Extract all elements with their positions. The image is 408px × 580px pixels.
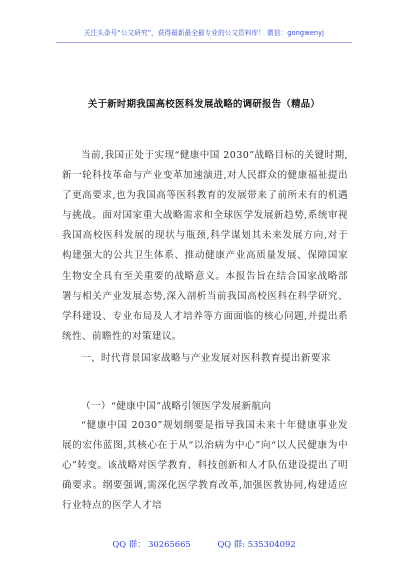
section-1-heading: 一、时代背景国家战略与产业发展对医科教育提出新要求 — [81, 353, 331, 364]
header-promo-note: 关注头条号“公文研究”，获得最新最全最专业的公文资料库！ 微信：gongwenyj — [83, 29, 325, 37]
footer-qq-groups — [0, 538, 408, 550]
document-title: 关于新时期我国高校医科发展战略的调研报告（精品） — [87, 99, 321, 110]
header-divider — [56, 42, 352, 43]
footer-qq-group-2: QQ 群: 535304092 — [217, 539, 296, 549]
footer-qq-group-1: QQ 群： 30265665 — [112, 539, 191, 549]
intro-paragraph: 当前,我国正处于实现“健康中国 2030”战略目标的关键时期,新一轮科技革命与产业变革加速演进,对人民群众的健康福祉提出了更高要求,也为我国高等医科教育的发展带来了前所未有的机遇与挑战。面对国家重大战略需求和全球医学发展新趋势,系统审视我国高校医科发展的现状与瓶颈,科学谋划其未来发展方向,对于构建强大的公共卫生体系、推动健康产业高质量发展、保障国家生物安全具有至关重要的战略意义。本报告旨在结合国家战略部署与相关产业发展态势,深入剖析当前我国高校医科在科学研究、学科建设、专业布局及人才培养等方面面临的核心问题,并提出系统性、前瞻性的对策建议。 — [62, 150, 348, 342]
subsection-1-heading: （一）“健康中国”战略引领医学发展新航向 — [81, 401, 272, 412]
subsection-1-paragraph: “健康中国 2030”规划纲要是指导我国未来十年健康事业发展的宏伟蓝图,其核心在于从“以治病为中心”向“以人民健康为中心”转变。该战略对医学教育、科技创新和人才队伍建设提出了明确要求。纲要强调,需深化医学教育改革,加强医教协同,构建适应行业特点的医学人才培 — [62, 420, 348, 512]
